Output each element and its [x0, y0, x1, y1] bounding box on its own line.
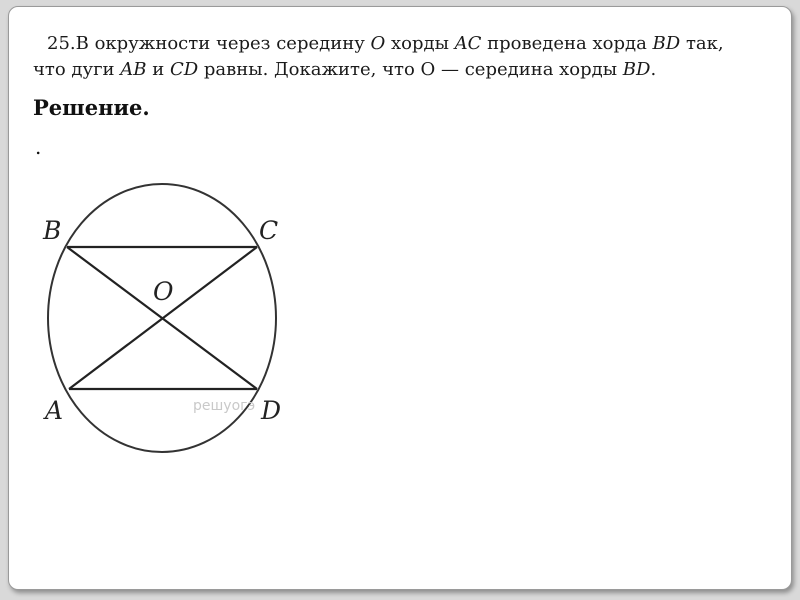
watermark: решуогэ — [193, 398, 256, 414]
dot: . — [35, 135, 42, 159]
math-arc-cd: CD — [169, 59, 199, 80]
geometry-figure — [25, 167, 295, 467]
label-d: D — [261, 396, 282, 425]
problem-number: 25. — [47, 33, 76, 54]
math-arc-ab: AB — [120, 59, 147, 80]
label-a: A — [45, 396, 64, 425]
problem-text-part: В окружности через середину — [75, 33, 371, 54]
label-o: O — [153, 277, 174, 306]
problem-text-part: и — [146, 59, 170, 80]
label-c: C — [259, 216, 279, 245]
problem-text-part: так, что дуги — [33, 33, 724, 80]
math-chord-ac: AC — [454, 33, 482, 54]
solution-heading: Решение. — [33, 95, 150, 120]
math-chord-bd: BD — [622, 59, 651, 80]
problem-text-part: проведена хорда — [481, 33, 653, 54]
label-b: B — [43, 216, 62, 245]
math-point-o: O — [370, 33, 386, 54]
math-chord-bd: BD — [652, 33, 681, 54]
problem-text — [33, 31, 753, 83]
problem-text-part: . — [650, 59, 657, 80]
problem-text-part: равны. Докажите, что О — середина хорды — [198, 59, 623, 80]
slide — [8, 6, 792, 590]
problem-text-part: хорды — [385, 33, 455, 54]
